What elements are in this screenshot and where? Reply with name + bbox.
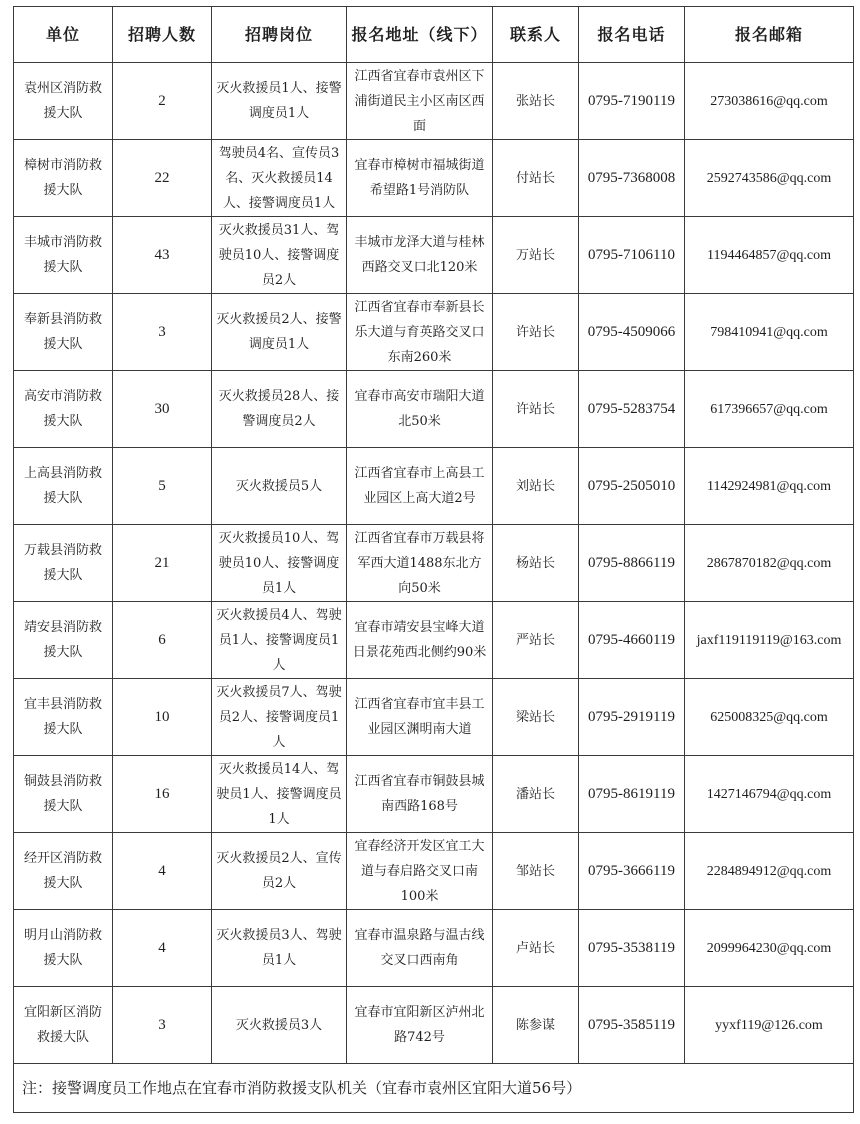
unit-cell: 宜阳新区消防救援大队 [14, 987, 113, 1064]
count-cell: 4 [113, 833, 212, 910]
unit-cell: 上高县消防救援大队 [14, 448, 113, 525]
count-cell: 21 [113, 525, 212, 602]
positions-cell: 灭火救援员1人、接警调度员1人 [212, 63, 347, 140]
contact-cell: 许站长 [493, 294, 579, 371]
count-cell: 3 [113, 294, 212, 371]
contact-cell: 邹站长 [493, 833, 579, 910]
contact-cell: 张站长 [493, 63, 579, 140]
email-cell: jaxf119119119@163.com [685, 602, 854, 679]
contact-cell: 严站长 [493, 602, 579, 679]
phone-cell: 0795-4660119 [579, 602, 685, 679]
count-cell: 30 [113, 371, 212, 448]
contact-cell: 梁站长 [493, 679, 579, 756]
count-cell: 16 [113, 756, 212, 833]
count-cell: 2 [113, 63, 212, 140]
table-row [14, 525, 854, 602]
unit-cell: 经开区消防救援大队 [14, 833, 113, 910]
table-row [14, 294, 854, 371]
header-contact: 联系人 [493, 7, 579, 63]
unit-cell: 奉新县消防救援大队 [14, 294, 113, 371]
recruitment-table [13, 6, 854, 1113]
address-cell: 宜春市高安市瑞阳大道北50米 [347, 371, 493, 448]
positions-cell: 灭火救援员3人、驾驶员1人 [212, 910, 347, 987]
address-cell: 江西省宜春市万载县将军西大道1488东北方向50米 [347, 525, 493, 602]
table-row [14, 756, 854, 833]
phone-cell: 0795-3538119 [579, 910, 685, 987]
email-cell: 2284894912@qq.com [685, 833, 854, 910]
positions-cell: 驾驶员4名、宣传员3名、灭火救援员14人、接警调度员1人 [212, 140, 347, 217]
phone-cell: 0795-7190119 [579, 63, 685, 140]
address-cell: 宜春市靖安县宝峰大道日景花苑西北侧约90米 [347, 602, 493, 679]
address-cell: 江西省宜春市铜鼓县城南西路168号 [347, 756, 493, 833]
count-cell: 4 [113, 910, 212, 987]
unit-cell: 袁州区消防救援大队 [14, 63, 113, 140]
table-row [14, 987, 854, 1064]
positions-cell: 灭火救援员3人 [212, 987, 347, 1064]
positions-cell: 灭火救援员31人、驾驶员10人、接警调度员2人 [212, 217, 347, 294]
contact-cell: 付站长 [493, 140, 579, 217]
note-row [14, 1064, 854, 1113]
unit-cell: 明月山消防救援大队 [14, 910, 113, 987]
email-cell: 1142924981@qq.com [685, 448, 854, 525]
address-cell: 宜春市宜阳新区泸州北路742号 [347, 987, 493, 1064]
address-cell: 宜春经济开发区宜工大道与春启路交叉口南100米 [347, 833, 493, 910]
positions-cell: 灭火救援员2人、宣传员2人 [212, 833, 347, 910]
email-cell: 1194464857@qq.com [685, 217, 854, 294]
address-cell: 江西省宜春市袁州区下浦街道民主小区南区西面 [347, 63, 493, 140]
phone-cell: 0795-4509066 [579, 294, 685, 371]
email-cell: yyxf119@126.com [685, 987, 854, 1064]
table-row [14, 910, 854, 987]
phone-cell: 0795-2919119 [579, 679, 685, 756]
email-cell: 625008325@qq.com [685, 679, 854, 756]
address-cell: 江西省宜春市奉新县长乐大道与育英路交叉口东南260米 [347, 294, 493, 371]
header-address: 报名地址（线下） [347, 7, 493, 63]
address-cell: 江西省宜春市宜丰县工业园区渊明南大道 [347, 679, 493, 756]
positions-cell: 灭火救援员7人、驾驶员2人、接警调度员1人 [212, 679, 347, 756]
positions-cell: 灭火救援员2人、接警调度员1人 [212, 294, 347, 371]
unit-cell: 高安市消防救援大队 [14, 371, 113, 448]
count-cell: 6 [113, 602, 212, 679]
address-cell: 宜春市樟树市福城街道希望路1号消防队 [347, 140, 493, 217]
table-row [14, 140, 854, 217]
header-unit: 单位 [14, 7, 113, 63]
positions-cell: 灭火救援员14人、驾驶员1人、接警调度员1人 [212, 756, 347, 833]
positions-cell: 灭火救援员5人 [212, 448, 347, 525]
header-positions: 招聘岗位 [212, 7, 347, 63]
contact-cell: 万站长 [493, 217, 579, 294]
table-row [14, 371, 854, 448]
unit-cell: 靖安县消防救援大队 [14, 602, 113, 679]
address-cell: 宜春市温泉路与温古线交叉口西南角 [347, 910, 493, 987]
email-cell: 2592743586@qq.com [685, 140, 854, 217]
email-cell: 273038616@qq.com [685, 63, 854, 140]
unit-cell: 铜鼓县消防救援大队 [14, 756, 113, 833]
phone-cell: 0795-3666119 [579, 833, 685, 910]
contact-cell: 陈参谋 [493, 987, 579, 1064]
contact-cell: 卢站长 [493, 910, 579, 987]
contact-cell: 刘站长 [493, 448, 579, 525]
count-cell: 3 [113, 987, 212, 1064]
unit-cell: 宜丰县消防救援大队 [14, 679, 113, 756]
phone-cell: 0795-2505010 [579, 448, 685, 525]
table-row [14, 602, 854, 679]
email-cell: 1427146794@qq.com [685, 756, 854, 833]
positions-cell: 灭火救援员28人、接警调度员2人 [212, 371, 347, 448]
header-email: 报名邮箱 [685, 7, 854, 63]
positions-cell: 灭火救援员10人、驾驶员10人、接警调度员1人 [212, 525, 347, 602]
address-cell: 丰城市龙泽大道与桂林西路交叉口北120米 [347, 217, 493, 294]
footnote: 注：接警调度员工作地点在宜春市消防救援支队机关（宜春市袁州区宜阳大道56号） [14, 1064, 854, 1113]
table-row [14, 63, 854, 140]
email-cell: 2867870182@qq.com [685, 525, 854, 602]
phone-cell: 0795-7106110 [579, 217, 685, 294]
contact-cell: 潘站长 [493, 756, 579, 833]
count-cell: 43 [113, 217, 212, 294]
phone-cell: 0795-8619119 [579, 756, 685, 833]
phone-cell: 0795-8866119 [579, 525, 685, 602]
unit-cell: 万载县消防救援大队 [14, 525, 113, 602]
table-row [14, 217, 854, 294]
phone-cell: 0795-5283754 [579, 371, 685, 448]
header-phone: 报名电话 [579, 7, 685, 63]
email-cell: 617396657@qq.com [685, 371, 854, 448]
header-count: 招聘人数 [113, 7, 212, 63]
table-header-row [14, 7, 854, 63]
count-cell: 5 [113, 448, 212, 525]
email-cell: 798410941@qq.com [685, 294, 854, 371]
positions-cell: 灭火救援员4人、驾驶员1人、接警调度员1人 [212, 602, 347, 679]
contact-cell: 杨站长 [493, 525, 579, 602]
table-row [14, 448, 854, 525]
count-cell: 22 [113, 140, 212, 217]
unit-cell: 丰城市消防救援大队 [14, 217, 113, 294]
count-cell: 10 [113, 679, 212, 756]
table-row [14, 679, 854, 756]
contact-cell: 许站长 [493, 371, 579, 448]
phone-cell: 0795-7368008 [579, 140, 685, 217]
table-row [14, 833, 854, 910]
address-cell: 江西省宜春市上高县工业园区上高大道2号 [347, 448, 493, 525]
unit-cell: 樟树市消防救援大队 [14, 140, 113, 217]
phone-cell: 0795-3585119 [579, 987, 685, 1064]
email-cell: 2099964230@qq.com [685, 910, 854, 987]
